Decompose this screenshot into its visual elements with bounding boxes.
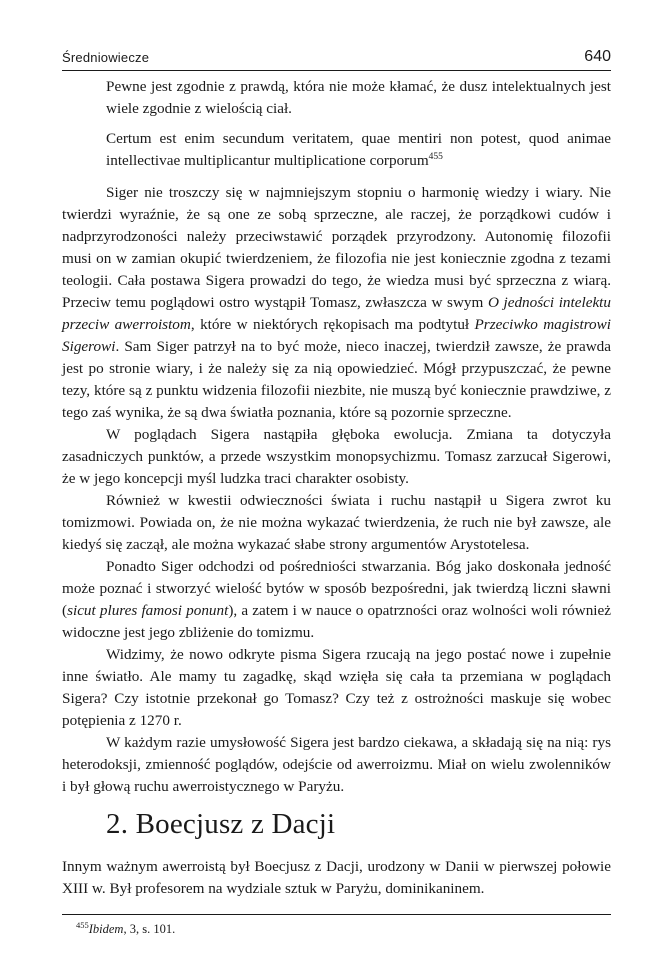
footnote-ref-455: 455 <box>428 151 443 162</box>
paragraph-4 <box>62 556 611 644</box>
header-rule <box>62 70 611 71</box>
body-text <box>62 76 611 798</box>
paragraph-1-part-b: , które w niektórych rękopisach ma podtytuł <box>190 316 475 333</box>
quote-polish-text: Pewne jest zgodnie z prawdą, która nie może kłamać, że dusz intelektualnych jest wiele zgodnie z wielością ciał. <box>106 78 611 117</box>
latin-phrase: sicut plures famosi ponunt <box>67 602 229 619</box>
paragraph-4-part-b: ), a zatem i w nauce o opatrzności oraz wolności woli również widoczne jest jego zbliżenie do tomizmu. <box>62 602 611 641</box>
footnote-rest: , 3, s. 101. <box>123 922 176 936</box>
paragraph-1-part-a: Siger nie troszczy się w najmniejszym stopniu o harmonię wiedzy i wiary. Nie twierdzi wyraźnie, że są one ze sobą sprzeczne, ale raczej, że porządkowi cudów i nadprzyrodzoności należy przeciwstawić porządek przyrodzony. Autonomię filozofii musi on w zamian okupić twierdzeniem, że filozofia nie jest koniecznie zgodna z tezami teologii. Cała postawa Sigera prowadzi do tego, że wiedza musi być sprzeczna z wiarą. Przeciw temu poglądowi ostro wystąpił Tomasz, zwłaszcza w swym <box>62 184 611 311</box>
paragraph-5: Widzimy, że nowo odkryte pisma Sigera rzucają na jego postać nowe i zupełnie inne światło. Ale mamy tu zagadkę, skąd wzięła się cała ta przemiana w poglądach Sigera? Czy istotnie przekonał go Tomasz? Czy też z ostrożności maskuje się wobec potępienia z 1270 r. <box>62 646 611 729</box>
footnote-source: Ibidem <box>88 922 124 936</box>
paragraph-6: W każdym razie umysłowość Sigera jest bardzo ciekawa, a składają się na nią: rys heterodoksji, zmienność poglądów, odejście od awerroizmu. Miał on wielu zwolenników i był głową ruchu awerroistycznego w Paryżu. <box>62 734 611 795</box>
quote-latin <box>106 128 611 172</box>
quote-polish <box>106 76 611 120</box>
paragraph-2: W poglądach Sigera nastąpiła głęboka ewolucja. Zmiana ta dotyczyła zasadniczych punktów, a przede wszystkim monopsychizmu. Tomasz zarzucał Sigerowi, że w jego koncepcji myśl ludzka traci charakter osobisty. <box>62 426 611 487</box>
page-number: 640 <box>584 48 611 65</box>
quote-latin-text: Certum est enim secundum veritatem, quae mentiri non potest, quod animae intellectivae multiplicantur multiplicatione corporum <box>106 130 611 169</box>
running-head <box>62 48 611 68</box>
running-title: Średniowiecze <box>62 50 150 65</box>
footnote <box>76 921 175 937</box>
paragraph-1-part-c: . Sam Siger patrzył na to być może, nieco inaczej, twierdził zawsze, że prawda jest po stronie wiary, i że należy się za nią opowiedzieć. Mógł przypuszczać, że pewne tezy, które są z punktu widzenia filozofii niezbite, nie muszą być koniecznie prawdziwe, z tego zaś wynika, że są dwa światła poznania, które są pozornie sprzeczne. <box>62 338 611 421</box>
work-title-2: Przeciwko magistrowi Sigerowi <box>62 316 611 355</box>
footnote-rule <box>62 914 611 915</box>
paragraph-1 <box>62 182 611 424</box>
paragraph-3: Również w kwestii odwieczności świata i ruchu nastąpił u Sigera zwrot ku tomizmowi. Powiada on, że nie można wykazać twierdzenia, że ruch nie był zawsze, ale kiedyś się zaczął, ale można wykazać słabe strony argumentów Arystotelesa. <box>62 492 611 553</box>
section-text: Innym ważnym awerroistą był Boecjusz z Dacji, urodzony w Danii w pierwszej połowie XIII w. Był profesorem na wydziale sztuk w Paryżu, dominikaninem. <box>62 858 611 897</box>
section-heading: 2. Boecjusz z Dacji <box>106 808 336 840</box>
footnote-number: 455 <box>76 919 89 930</box>
work-title-1: O jedności intelektu przeciw awerroistom <box>62 294 611 333</box>
paragraph-4-part-a: Ponadto Siger odchodzi od pośredniości stwarzania. Bóg jako doskonała jedność może poznać i stworzyć wielość bytów w sposób bezpośredni, jak twierdzą liczni sławni ( <box>62 558 611 619</box>
